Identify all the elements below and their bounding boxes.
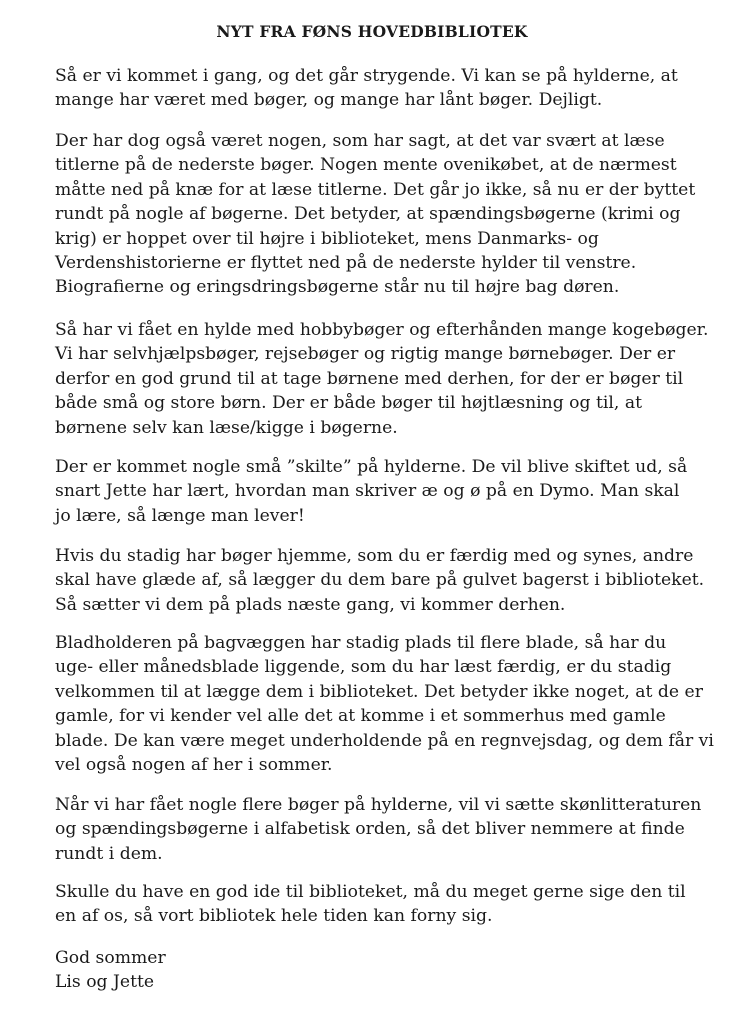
signoff-names: Lis og Jette — [55, 972, 155, 992]
paragraph-line: både små og store børn. Der er både bøger til højtlæsning og til, at — [55, 393, 642, 414]
paragraph-titles — [55, 129, 695, 300]
paragraph-ideas — [55, 880, 686, 929]
paragraph-shelves — [55, 318, 708, 440]
paragraph-magazines — [55, 631, 714, 777]
paragraph-line: Når vi har fået nogle flere bøger på hylderne, vil vi sætte skønlitteraturen — [55, 795, 702, 815]
paragraph-line: vel også nogen af her i sommer. — [55, 755, 333, 776]
paragraph-line: rundt på nogle af bøgerne. Det betyder, at spændingsbøgerne (krimi og — [55, 204, 681, 225]
paragraph-line: Skulle du have en god ide til biblioteket, må du meget gerne sige den til — [55, 882, 686, 902]
paragraph-line: børnene selv kan læse/kigge i bøgerne. — [55, 417, 398, 438]
paragraph-line: skal have glæde af, så lægger du dem bare på gulvet bagerst i biblioteket. — [55, 570, 705, 591]
paragraph-line: snart Jette har lært, hvordan man skriver æ og ø på en Dymo. Man skal — [55, 481, 680, 502]
paragraph-line: Verdenshistorierne er flyttet ned på de nederste hylder til venstre. — [55, 253, 637, 274]
paragraph-line: velkommen til at lægge dem i biblioteket. Det betyder ikke noget, at de er — [55, 681, 703, 702]
paragraph-signs — [55, 455, 687, 528]
document-title: NYT FRA FØNS HOVEDBIBLIOTEK — [216, 22, 528, 41]
paragraph-sorting — [55, 793, 701, 866]
paragraph-line: rundt i dem. — [55, 843, 163, 864]
paragraph-line: titlerne på de nederste bøger. Nogen mente ovenikøbet, at de nærmest — [55, 155, 677, 176]
paragraph-line: jo lære, så længe man lever! — [55, 505, 305, 526]
paragraph-line: Hvis du stadig har bøger hjemme, som du er færdig med og synes, andre — [55, 546, 694, 566]
paragraph-line: krig) er hoppet over til højre i biblioteket, mens Danmarks- og — [55, 228, 599, 249]
signoff-greeting: God sommer — [55, 948, 166, 968]
paragraph-line: Biografierne og eringsdringsbøgerne står nu til højre bag døren. — [55, 277, 620, 298]
paragraph-line: en af os, så vort bibliotek hele tiden kan forny sig. — [55, 906, 493, 927]
paragraph-line: Så sætter vi dem på plads næste gang, vi kommer derhen. — [55, 594, 566, 615]
paragraph-line: Der har dog også været nogen, som har sagt, at det var svært at læse — [55, 131, 665, 151]
paragraph-line: måtte ned på knæ for at læse titlerne. Det går jo ikke, så nu er der byttet — [55, 179, 696, 200]
paragraph-line: derfor en god grund til at tage børnene med derhen, for der er bøger til — [55, 368, 684, 389]
paragraph-line: Der er kommet nogle små ”skilte” på hylderne. De vil blive skiftet ud, så — [55, 457, 688, 477]
paragraph-line: Vi har selvhjælpsbøger, rejsebøger og rigtig mange børnebøger. Der er — [55, 344, 676, 365]
paragraph-line: uge- eller månedsblade liggende, som du har læst færdig, er du stadig — [55, 657, 672, 678]
paragraph-donations — [55, 544, 704, 617]
paragraph-line: Så har vi fået en hylde med hobbybøger og efterhånden mange kogebøger. — [55, 320, 709, 340]
paragraph-line: og spændingsbøgerne i alfabetisk orden, så det bliver nemmere at finde — [55, 819, 685, 840]
paragraph-intro — [55, 64, 678, 113]
paragraph-line: mange har været med bøger, og mange har lånt bøger. Dejligt. — [55, 90, 603, 111]
paragraph-line: Bladholderen på bagvæggen har stadig plads til flere blade, så har du — [55, 633, 667, 653]
paragraph-line: blade. De kan være meget underholdende på en regnvejsdag, og dem får vi — [55, 730, 714, 751]
paragraph-line: gamle, for vi kender vel alle det at komme i et sommerhus med gamle — [55, 706, 666, 727]
paragraph-line: Så er vi kommet i gang, og det går strygende. Vi kan se på hylderne, at — [55, 66, 678, 86]
